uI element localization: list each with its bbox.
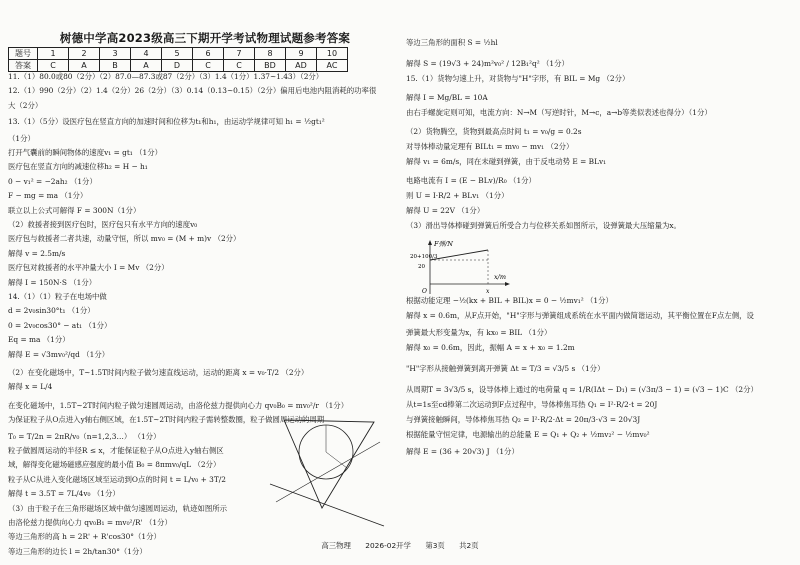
footer-date: 2026-02开学: [365, 541, 411, 550]
solution-line: 粒子从C从进入变化磁场区域至运动到O点的时间 t = L/v₀ + 3T/2: [8, 474, 226, 484]
table-cell: 2: [69, 48, 100, 60]
solution-line: 弹簧最大形变量为x，有 kx₀ = BIL （1分）: [406, 328, 552, 337]
table-cell: AD: [286, 60, 317, 72]
solution-line: 打开气囊前的瞬间物体的速度v₁ = gt₁ （1分）: [8, 148, 162, 157]
solution-line: 与弹簧接触瞬间，导体棒焦耳热 Q₂ = I²·R/2·Δt = 20π/3·√3 = 20√3J: [406, 415, 641, 424]
force-displacement-graph: [410, 238, 520, 300]
solution-line: 由右手螺旋定则可知，电流方向：N→M（写逆时针，M→c，a→b等类似表述也得分）（1分）: [406, 108, 712, 117]
answer-table-answer-row: [9, 60, 348, 72]
footer-page: 第3页: [425, 541, 445, 550]
solution-line: "H"字形从接触弹簧到离开弹簧 Δt = T/3 = √3/5 s （1分）: [406, 364, 605, 373]
solution-line: T₀ = T/2n = 2πR/v₀（n=1,2,3…） （1分）: [8, 431, 161, 441]
solution-line: Eq = ma （1分）: [8, 335, 70, 345]
table-cell: 7: [224, 48, 255, 60]
solution-line: 医疗包在竖直方向的减速位移h₂ = H − h₁: [8, 162, 148, 172]
solution-line: 根据动能定理 −½(kx + BIL + BIL)x = 0 − ½mv₁² （1分）: [406, 296, 613, 305]
graph-y-tick: 20+100/3: [410, 254, 438, 260]
table-cell: A: [69, 60, 100, 72]
table-cell: 1: [38, 48, 69, 60]
solution-line: 12.（1）990（2分）（2）1.4（2分）26（2分）（3）0.14（0.13~0.15）（2分）偏用后电池内阻消耗的功率很: [8, 86, 377, 96]
solution-line: （2）货物腾空，货物到最高点时间 t₁ = v₀/g = 0.2s: [406, 127, 582, 136]
solution-line: 等边三角形的面积 S = ½hl: [406, 38, 498, 47]
graph-x-axis-label: x/m: [494, 273, 507, 281]
solution-line: 解得 x = L/4: [8, 382, 53, 392]
table-cell: BD: [255, 60, 286, 72]
table-cell: 10: [317, 48, 348, 60]
solution-line: 解得 S = (19√3 + 24)m²v₀² / 12B₁²q² （1分）: [406, 59, 569, 68]
solution-line: （3）由于粒子在三角形磁场区域中做匀速圆周运动，轨迹如图所示: [8, 503, 228, 513]
solution-line: 解得 E = (36 + 20√3) J （1分）: [406, 447, 519, 456]
solution-line: 解得 E = √3mv₀²/qd （1分）: [8, 349, 110, 359]
table-cell: 答案: [9, 60, 38, 72]
table-cell: A: [131, 60, 162, 72]
solution-line: 在变化磁场中，1.5T~2T时间内粒子做匀速圆周运动，由洛伦兹力提供向心力 qv₀B₀ = mv₀²/r （1分）: [8, 400, 349, 410]
footer-subject: 高三物理: [321, 541, 351, 550]
solution-line: 为保证粒子从O点进入y轴右侧区域，在1.5T~2T时间内粒子需转整数圈，粒子做圆周运动的周期: [8, 415, 325, 425]
solution-line: 则 U = I·R/2 + BLv₁ （1分）: [406, 191, 509, 200]
solution-line: 解得 x = 0.6m，从F点开始，"H"字形与弹簧组成系统在水平面内做简谐运动，其平衡位置在F点左侧，设: [406, 311, 754, 320]
table-cell: 6: [193, 48, 224, 60]
solution-line: 医疗包与救援者二者共速，动量守恒，所以 mv₀ = (M + m)v （2分）: [8, 234, 241, 244]
solution-line: 解得 I = Mg/BL = 10A: [406, 93, 488, 102]
solution-line: 11.（1）80.0或80（2分）（2）87.0—87.3或87（2分）（3）1.4（1分）1.37~1.43）（2分）: [8, 72, 324, 81]
solution-line: 从周期T = 3√3/5 s，设导体棒上通过的电荷量 q = 1/R(IΔt − D₁) = (√3π/3 − 1) = (√3 − 1)C （2分）: [406, 385, 758, 394]
solution-line: （2）在变化磁场中，T~1.5T时间内粒子做匀速直线运动，运动的距离 x = v₀·T/2 （2分）: [8, 368, 309, 377]
solution-line: 解得 t = 3.5T = 7L/4v₀ （1分）: [8, 489, 120, 499]
solution-line: 14.（1）（1）粒子在电场中做: [8, 292, 107, 301]
solution-line: d = 2v₀sin30°t₁ （1分）: [8, 306, 95, 316]
solution-line: 解得 v₁ = 6m/s，同在未碰到弹簧，由于反电动势 E = BLv₁: [406, 157, 607, 166]
solution-line: 等边三角形的边长 l = 2h/tan30°（1分）: [8, 546, 147, 556]
graph-y-axis-label: F弹/N: [434, 240, 453, 248]
table-cell: 9: [286, 48, 317, 60]
solution-line: 13.（1）（5分）设医疗包在竖直方向的加速时间和位移为t₁和h₁，由运动学规律可知 h₁ = ½gt₁²: [8, 117, 325, 127]
solution-line: 0 − v₁² = −2ah₂ （1分）: [8, 176, 97, 186]
table-cell: AC: [317, 60, 348, 72]
solution-line: 从t=1s至cd棒第二次运动到F点过程中，导体棒焦耳热 Q₁ = I²·R/2·t = 20J: [406, 400, 658, 409]
graph-x-tick: x: [486, 288, 490, 295]
solution-line: 等边三角形的高 h = 2R' + R'cos30°（1分）: [8, 532, 161, 542]
solution-line: 由洛伦兹力提供向心力 qv₀B₁ = mv₀²/R' （1分）: [8, 518, 172, 527]
page-title: 树德中学高2023级高三下期开学考试物理试题参考答案: [59, 31, 351, 45]
solution-line: 域，解得变化磁场磁感应强度的最小值 B₀ = 8πmv₀/qL （2分）: [8, 460, 221, 470]
solution-line: 医疗包对救援者的水平冲量大小 I = Mv （2分）: [8, 263, 169, 273]
solution-line: 解得 U = 22V （1分）: [406, 206, 485, 215]
solution-line: 大（2分）: [8, 100, 43, 110]
table-cell: C: [193, 60, 224, 72]
solution-line: 解得 v = 2.5m/s: [8, 248, 66, 258]
table-cell: 5: [162, 48, 193, 60]
graph-origin: O: [422, 288, 427, 295]
solution-line: 电路电流有 I = (E − BLv)/R₀ （1分）: [406, 176, 536, 185]
table-cell: C: [224, 60, 255, 72]
solution-line: 粒子做圆周运动的半径R ≤ x，才能保证粒子从O点进入y轴右侧区: [8, 446, 224, 455]
solution-line: （2）救援者接到医疗包时，医疗包只有水平方向的速度v₀: [8, 220, 198, 229]
answer-table: [8, 47, 348, 72]
trajectory-figure: [262, 412, 387, 530]
solution-line: 对导体棒动量定理有 BILt₁ = mv₀ − mv₁ （2分）: [406, 142, 574, 151]
answer-table-header-row: [9, 48, 348, 60]
graph-y-tick-2: 20: [418, 264, 425, 270]
solution-line: （3）滑出导体棒碰到弹簧后所受合力与位移关系如图所示，设弹簧最大压缩量为x。: [406, 221, 681, 230]
solution-line: 15.（1）货物匀速上升，对货物与"H"字形，有 BIL = Mg （2分）: [406, 74, 630, 83]
table-cell: D: [162, 60, 193, 72]
solution-line: （1分）: [8, 133, 35, 143]
table-cell: B: [100, 60, 131, 72]
solution-line: 0 = 2v₀cos30° − at₁ （1分）: [8, 320, 112, 330]
table-cell: 8: [255, 48, 286, 60]
footer-total: 共2页: [459, 541, 479, 550]
table-cell: 题号: [9, 48, 38, 60]
solution-line: 解得 I = 150N·S （1分）: [8, 277, 97, 287]
page-footer: [0, 540, 800, 551]
table-cell: 3: [100, 48, 131, 60]
solution-line: F − mg = ma （1分）: [8, 191, 88, 201]
table-cell: 4: [131, 48, 162, 60]
solution-line: 根据能量守恒定律，电源输出的总能量 E = Q₁ + Q₂ + ½mv₂² − ½mv₀²: [406, 430, 650, 439]
solution-line: 解得 x₀ = 0.6m，因此，振幅 A = x + x₀ = 1.2m: [406, 343, 575, 352]
table-cell: C: [38, 60, 69, 72]
solution-line: 联立以上公式可解得 F = 300N（1分）: [8, 205, 141, 215]
